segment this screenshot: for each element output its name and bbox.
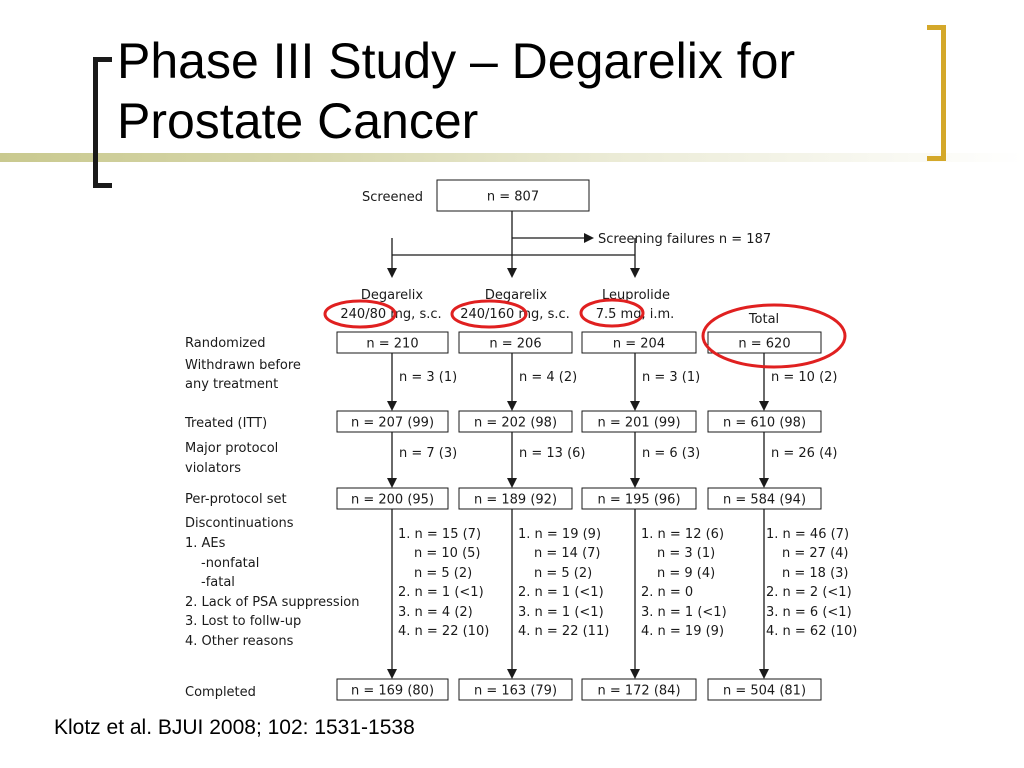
treated-box-3-text: n = 610 (98)	[722, 415, 807, 431]
discontinued-2-4: 3. n = 1 (<1)	[641, 605, 727, 620]
screened-label: Screened	[362, 190, 423, 205]
discontinued-3-3: 2. n = 2 (<1)	[766, 585, 852, 600]
discontinued-2-1: n = 3 (1)	[657, 546, 716, 561]
row-label-violators-2: violators	[185, 461, 242, 476]
row-label-withdrawn-2: any treatment	[185, 377, 279, 392]
discontinued-1-0: 1. n = 19 (9)	[518, 527, 602, 542]
row-label-withdrawn-1: Withdrawn before	[185, 358, 301, 373]
withdrawn-count-0: n = 3 (1)	[399, 370, 458, 385]
arm-name-0: Degarelix	[360, 288, 424, 303]
violators-count-1: n = 13 (6)	[519, 446, 586, 461]
row-label-discontinuation-0: Discontinuations	[185, 516, 294, 531]
violators-count-3: n = 26 (4)	[771, 446, 838, 461]
discontinued-2-3: 2. n = 0	[641, 585, 694, 600]
row-label-violators-1: Major protocol	[185, 441, 279, 456]
completed-box-1-text: n = 163 (79)	[473, 683, 558, 699]
arm-name-2: Leuprolide	[602, 288, 670, 303]
discontinued-0-3: 2. n = 1 (<1)	[398, 585, 484, 600]
title-line-2: Prostate Cancer	[117, 93, 479, 149]
discontinued-1-3: 2. n = 1 (<1)	[518, 585, 604, 600]
completed-box-3-text: n = 504 (81)	[722, 683, 807, 699]
discontinued-1-4: 3. n = 1 (<1)	[518, 605, 604, 620]
treated-box-1-text: n = 202 (98)	[473, 415, 558, 431]
discontinued-0-2: n = 5 (2)	[414, 566, 473, 581]
row-label-discontinuation-5: 3. Lost to follw-up	[185, 614, 302, 629]
randomized-box-2-text: n = 204	[612, 336, 666, 352]
treated-box-2-text: n = 201 (99)	[597, 415, 681, 431]
title-line-1: Phase III Study – Degarelix for	[117, 33, 796, 89]
row-label-discontinuation-3: -fatal	[201, 575, 235, 590]
row-label-randomized: Randomized	[185, 336, 266, 351]
discontinued-1-2: n = 5 (2)	[534, 566, 593, 581]
discontinued-0-4: 3. n = 4 (2)	[398, 605, 473, 620]
per-protocol-box-2-text: n = 195 (96)	[597, 492, 681, 508]
screened-box-text: n = 807	[486, 189, 540, 205]
screening-failures-label: Screening failures n = 187	[598, 232, 772, 247]
discontinued-2-2: n = 9 (4)	[657, 566, 716, 581]
arm-dose-2: 7.5 mg, i.m.	[595, 307, 675, 322]
discontinued-0-0: 1. n = 15 (7)	[398, 527, 482, 542]
row-label-per-protocol: Per-protocol set	[185, 492, 287, 507]
discontinued-3-0: 1. n = 46 (7)	[766, 527, 850, 542]
randomized-box-1-text: n = 206	[489, 336, 542, 352]
discontinued-3-4: 3. n = 6 (<1)	[766, 605, 852, 620]
arm-dose-1: 240/160 mg, s.c.	[460, 307, 570, 322]
arm-dose-0: 240/80 mg, s.c.	[340, 307, 442, 322]
randomized-box-3-text: n = 620	[738, 336, 791, 352]
arm-name-total: Total	[748, 312, 780, 327]
discontinued-0-5: 4. n = 22 (10)	[398, 624, 490, 639]
per-protocol-box-3-text: n = 584 (94)	[722, 492, 807, 508]
discontinued-3-1: n = 27 (4)	[782, 546, 849, 561]
citation: Klotz et al. BJUI 2008; 102: 1531-1538	[54, 716, 415, 739]
violators-count-2: n = 6 (3)	[642, 446, 701, 461]
discontinued-3-2: n = 18 (3)	[782, 566, 849, 581]
discontinued-1-5: 4. n = 22 (11)	[518, 624, 610, 639]
discontinued-2-5: 4. n = 19 (9)	[641, 624, 725, 639]
discontinued-0-1: n = 10 (5)	[414, 546, 481, 561]
arm-name-1: Degarelix	[484, 288, 548, 303]
violators-count-0: n = 7 (3)	[399, 446, 458, 461]
row-label-discontinuation-4: 2. Lack of PSA suppression	[185, 595, 360, 610]
row-label-treated: Treated (ITT)	[185, 416, 268, 431]
withdrawn-count-1: n = 4 (2)	[519, 370, 578, 385]
randomized-box-0-text: n = 210	[366, 336, 419, 352]
treated-box-0-text: n = 207 (99)	[350, 415, 435, 431]
row-label-completed: Completed	[185, 685, 256, 700]
per-protocol-box-0-text: n = 200 (95)	[350, 492, 435, 508]
discontinued-1-1: n = 14 (7)	[534, 546, 601, 561]
discontinued-2-0: 1. n = 12 (6)	[641, 527, 725, 542]
completed-box-0-text: n = 169 (80)	[350, 683, 435, 699]
withdrawn-count-2: n = 3 (1)	[642, 370, 701, 385]
per-protocol-box-1-text: n = 189 (92)	[473, 492, 558, 508]
completed-box-2-text: n = 172 (84)	[597, 683, 681, 699]
row-label-discontinuation-6: 4. Other reasons	[185, 634, 294, 649]
discontinued-3-5: 4. n = 62 (10)	[766, 624, 858, 639]
row-label-discontinuation-1: 1. AEs	[185, 536, 226, 551]
withdrawn-count-3: n = 10 (2)	[771, 370, 838, 385]
row-label-discontinuation-2: -nonfatal	[201, 556, 260, 571]
